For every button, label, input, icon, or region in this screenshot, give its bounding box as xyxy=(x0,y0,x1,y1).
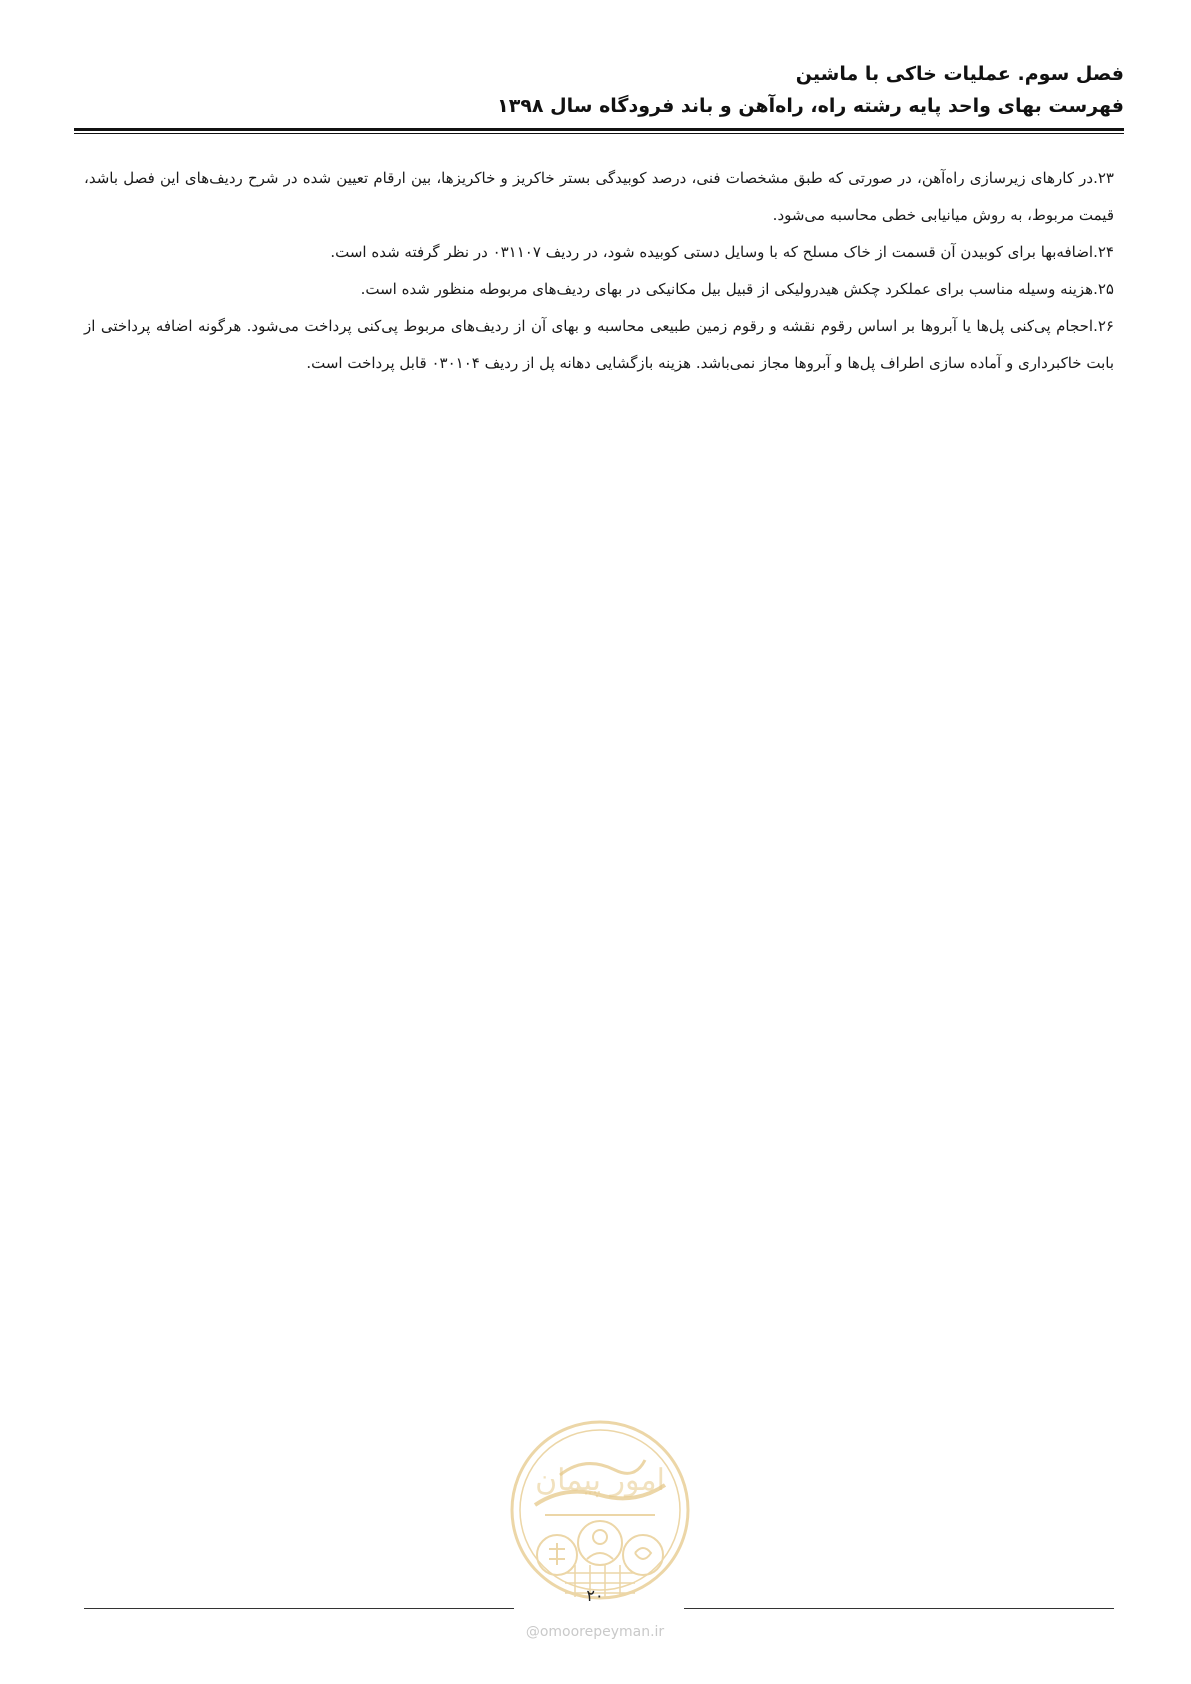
footer-rule-right xyxy=(684,1608,1114,1609)
watermark-site-address: @omoorepeyman.ir xyxy=(525,1624,665,1640)
watermark-logo-graphic xyxy=(505,1415,695,1605)
note-23-paragraph: ۲۳.در کارهای زیرسازی راه‌آهن، در صورتی که طبق مشخصات فنی، درصد کوبیدگی بستر خاکریز و خاکریزها، بین ارقام تعیین شده در شرح ردیف‌های این فصل باشد، قیمت مربوط، به روش میانیابی خطی محاسبه می‌شود. xyxy=(84,169,1114,224)
note-24-paragraph: ۲۴.اضافه‌بها برای کوبیدن آن قسمت از خاک مسلح که با وسایل دستی کوبیده شود، در ردیف ۰۳۱۱۰۷ در نظر گرفته شده است. xyxy=(330,243,1114,261)
page-header xyxy=(74,58,1124,122)
note-26-paragraph: ۲۶.احجام پی‌کنی پل‌ها یا آبروها بر اساس رقوم نقشه و رقوم زمین طبیعی محاسبه و بهای آن از ردیف‌های مربوط پی‌کنی پرداخت می‌شود. هرگونه اضافه پرداختی از بابت خاکبرداری و آماده سازی اطراف پل‌ها و آبروها مجاز نمی‌باشد. هزینه بازگشایی دهانه پل از ردیف ۰۳۰۱۰۴ قابل پرداخت است. xyxy=(84,317,1114,372)
footer-rule-left xyxy=(84,1608,514,1609)
watermark-logo-text: امور پیمان xyxy=(535,1463,665,1498)
header-rule-thick xyxy=(74,128,1124,131)
note-25-paragraph: ۲۵.هزینه وسیله مناسب برای عملکرد چکش هیدرولیکی از قبیل بیل مکانیکی در بهای ردیف‌های مربوطه منظور شده است. xyxy=(360,280,1114,298)
chapter-title: فصل سوم. عملیات خاکی با ماشین xyxy=(795,63,1124,85)
price-list-title: فهرست بهای واحد پایه رشته راه، راه‌آهن و باند فرودگاه سال ۱۳۹۸ xyxy=(497,95,1124,117)
page-number: ۲۰ xyxy=(586,1586,604,1605)
watermark-logo xyxy=(505,1415,695,1605)
header-rule-thin xyxy=(74,133,1124,134)
body-text xyxy=(84,160,1114,382)
